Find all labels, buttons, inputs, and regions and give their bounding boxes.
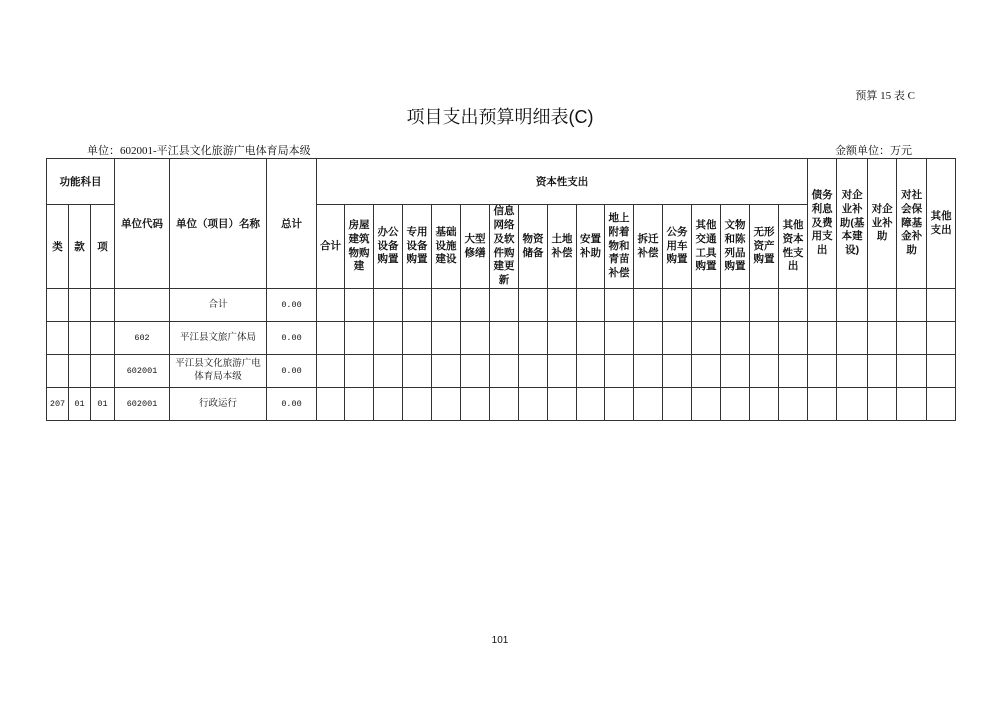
amount-cell (490, 388, 519, 421)
unit-name-cell: 平江县文化旅游广电体育局本级 (170, 355, 267, 388)
enterprise-subsidy-construction-header: 对企业补助(基本建设) (837, 159, 868, 289)
resettlement-subsidy-header: 安置补助 (577, 205, 605, 289)
amount-cell (927, 355, 956, 388)
amount-cell (317, 289, 345, 322)
amount-cell (779, 355, 808, 388)
amount-cell (663, 355, 692, 388)
table-row (47, 322, 956, 355)
amount-cell (374, 388, 403, 421)
amount-cell (837, 355, 868, 388)
unit-name-cell: 合计 (170, 289, 267, 322)
amount-cell (663, 388, 692, 421)
amount-cell (461, 322, 490, 355)
amount-unit-label: 金额单位：万元 (835, 145, 912, 157)
amount-cell (605, 322, 634, 355)
amount-cell (605, 355, 634, 388)
amount-cell (461, 289, 490, 322)
amount-cell (634, 355, 663, 388)
amount-cell (897, 322, 927, 355)
amount-cell (374, 355, 403, 388)
unit-code-cell: 602 (115, 322, 170, 355)
infrastructure-construction-header: 基础设施建设 (432, 205, 461, 289)
amount-cell (577, 289, 605, 322)
amount-cell (519, 388, 548, 421)
amount-cell (837, 388, 868, 421)
amount-cell (577, 355, 605, 388)
amount-cell (490, 322, 519, 355)
amount-cell (345, 289, 374, 322)
section-header: 款 (69, 205, 91, 289)
amount-cell (519, 355, 548, 388)
other-vehicle-purchase-header: 其他交通工具购置 (692, 205, 721, 289)
intangible-assets-purchase-header: 无形资产购置 (750, 205, 779, 289)
information-network-software-header: 信息网络及软件购建更新 (490, 205, 519, 289)
amount-cell (577, 322, 605, 355)
item-header: 项 (91, 205, 115, 289)
page-title: 项目支出预算明细表(C) (406, 107, 594, 127)
amount-cell (403, 322, 432, 355)
amount-cell (461, 388, 490, 421)
social-security-subsidy-header: 对社会保障基金补助 (897, 159, 927, 289)
amount-cell (927, 289, 956, 322)
amount-cell (345, 388, 374, 421)
unit-code-cell: 602001 (115, 355, 170, 388)
amount-cell (548, 355, 577, 388)
amount-cell (548, 322, 577, 355)
amount-cell (692, 322, 721, 355)
other-capital-expenditure-header: 其他资本性支出 (779, 205, 808, 289)
item-cell (91, 289, 115, 322)
amount-cell (663, 322, 692, 355)
section-cell (69, 289, 91, 322)
amount-cell (897, 388, 927, 421)
amount-cell (837, 289, 868, 322)
amount-cell (490, 355, 519, 388)
special-equipment-header: 专用设备购置 (403, 205, 432, 289)
amount-cell (634, 388, 663, 421)
amount-cell (374, 322, 403, 355)
page-number: 101 (491, 635, 509, 646)
amount-cell (721, 289, 750, 322)
function-subject-header: 功能科目 (47, 159, 115, 205)
amount-cell (721, 322, 750, 355)
amount-cell (345, 322, 374, 355)
total-cell: 0.00 (267, 322, 317, 355)
amount-cell (721, 388, 750, 421)
amount-cell (750, 322, 779, 355)
table-row (47, 289, 956, 322)
amount-cell (548, 289, 577, 322)
item-cell (91, 355, 115, 388)
amount-cell (927, 388, 956, 421)
item-cell (91, 322, 115, 355)
project-expenditure-budget-table (46, 158, 956, 421)
amount-cell (317, 355, 345, 388)
section-cell (69, 322, 91, 355)
item-cell: 01 (91, 388, 115, 421)
amount-cell (808, 322, 837, 355)
total-header: 总计 (267, 159, 317, 289)
amount-cell (692, 388, 721, 421)
amount-cell (927, 322, 956, 355)
unit-code-cell: 602001 (115, 388, 170, 421)
other-expenditure-header: 其他支出 (927, 159, 956, 289)
amount-cell (519, 322, 548, 355)
amount-cell (692, 355, 721, 388)
amount-cell (374, 289, 403, 322)
amount-cell (750, 388, 779, 421)
total-cell: 0.00 (267, 388, 317, 421)
amount-cell (837, 322, 868, 355)
amount-cell (432, 289, 461, 322)
category-header: 类 (47, 205, 69, 289)
table-row (47, 355, 956, 388)
category-cell (47, 289, 69, 322)
amount-cell (519, 289, 548, 322)
land-compensation-header: 土地补偿 (548, 205, 577, 289)
amount-cell (432, 355, 461, 388)
table-header (47, 159, 956, 289)
amount-cell (897, 355, 927, 388)
total-cell: 0.00 (267, 355, 317, 388)
category-cell (47, 322, 69, 355)
amount-cell (432, 388, 461, 421)
unit-name-header: 单位（项目）名称 (170, 159, 267, 289)
unit-code-header: 单位代码 (115, 159, 170, 289)
amount-cell (779, 289, 808, 322)
table-code: 预算 15 表 C (855, 90, 915, 102)
amount-cell (317, 388, 345, 421)
table-row (47, 388, 956, 421)
capital-expenditure-header: 资本性支出 (317, 159, 808, 205)
total-cell: 0.00 (267, 289, 317, 322)
amount-cell (868, 322, 897, 355)
amount-cell (403, 289, 432, 322)
header-row (47, 159, 956, 205)
amount-cell (779, 322, 808, 355)
amount-cell (868, 355, 897, 388)
official-vehicle-purchase-header: 公务用车购置 (663, 205, 692, 289)
amount-cell (605, 388, 634, 421)
amount-cell (692, 289, 721, 322)
amount-cell (490, 289, 519, 322)
office-equipment-header: 办公设备购置 (374, 205, 403, 289)
amount-cell (750, 289, 779, 322)
cultural-relics-purchase-header: 文物和陈列品购置 (721, 205, 750, 289)
amount-cell (577, 388, 605, 421)
amount-cell (808, 289, 837, 322)
ground-attachment-compensation-header: 地上附着物和青苗补偿 (605, 205, 634, 289)
amount-cell (808, 388, 837, 421)
amount-cell (605, 289, 634, 322)
unit-name-cell: 平江县文旅广体局 (170, 322, 267, 355)
amount-cell (779, 388, 808, 421)
amount-cell (317, 322, 345, 355)
amount-cell (663, 289, 692, 322)
amount-cell (634, 289, 663, 322)
major-repair-header: 大型修缮 (461, 205, 490, 289)
material-reserve-header: 物资储备 (519, 205, 548, 289)
amount-cell (634, 322, 663, 355)
amount-cell (808, 355, 837, 388)
amount-cell (403, 355, 432, 388)
building-construction-header: 房屋建筑物购建 (345, 205, 374, 289)
amount-cell (868, 388, 897, 421)
amount-cell (432, 322, 461, 355)
section-cell (69, 355, 91, 388)
amount-cell (461, 355, 490, 388)
category-cell (47, 355, 69, 388)
table-body (47, 289, 956, 421)
capital-subtotal-header: 合计 (317, 205, 345, 289)
unit-name-cell: 行政运行 (170, 388, 267, 421)
debt-interest-header: 债务利息及费用支出 (808, 159, 837, 289)
enterprise-subsidy-header: 对企业补助 (868, 159, 897, 289)
amount-cell (897, 289, 927, 322)
amount-cell (403, 388, 432, 421)
amount-cell (868, 289, 897, 322)
unit-code-cell (115, 289, 170, 322)
amount-cell (345, 355, 374, 388)
amount-cell (750, 355, 779, 388)
amount-cell (548, 388, 577, 421)
demolition-compensation-header: 拆迁补偿 (634, 205, 663, 289)
section-cell: 01 (69, 388, 91, 421)
unit-label: 单位：602001-平江县文化旅游广电体育局本级 (87, 145, 311, 157)
amount-cell (721, 355, 750, 388)
category-cell: 207 (47, 388, 69, 421)
